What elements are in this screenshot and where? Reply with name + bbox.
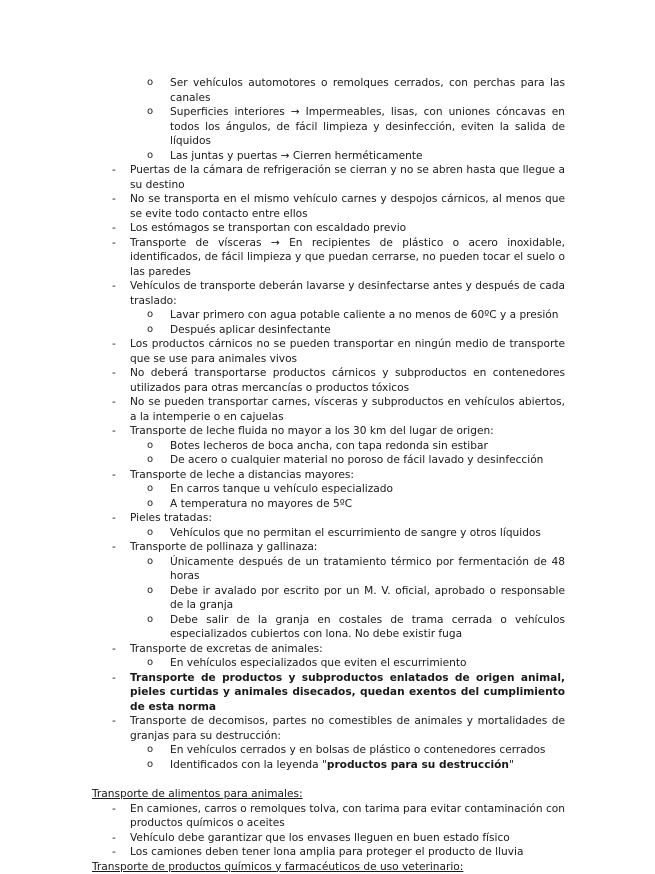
item-text: Ser vehículos automotores o remolques cerrados, con perchas para las canales xyxy=(170,76,565,105)
circle-bullet-icon: o xyxy=(147,105,153,120)
sub-list-item xyxy=(0,656,565,671)
section-heading-chemicals: Transporte de productos químicos y farmacéuticos de uso veterinario: xyxy=(0,860,655,874)
list-item xyxy=(0,831,565,846)
sub-list-item xyxy=(0,584,565,613)
circle-bullet-icon: o xyxy=(147,149,153,164)
list-item xyxy=(0,424,565,439)
item-text: Transporte de productos y subproductos enlatados de origen animal, pieles curtidas y animales disecados, quedan exentos del cumplimiento de esta norma xyxy=(130,671,565,715)
dash-bullet-icon: - xyxy=(112,221,116,236)
item-text: En camiones, carros o remolques tolva, con tarima para evitar contaminación con productos químicos o aceites xyxy=(130,802,565,831)
item-text: Puertas de la cámara de refrigeración se cierran y no se abren hasta que llegue a su destino xyxy=(130,163,565,192)
animal-feed-list xyxy=(0,802,655,860)
circle-bullet-icon: o xyxy=(147,76,153,91)
circle-bullet-icon: o xyxy=(147,482,153,497)
circle-bullet-icon: o xyxy=(147,439,153,454)
item-text: No se transporta en el mismo vehículo carnes y despojos cárnicos, al menos que se evite todo contacto entre ellos xyxy=(130,192,565,221)
item-text: Vehículos de transporte deberán lavarse y desinfectarse antes y después de cada traslado: xyxy=(130,279,565,308)
sub-list-item xyxy=(0,743,565,758)
item-text: Transporte de leche a distancias mayores: xyxy=(130,468,565,483)
list-item xyxy=(0,802,565,831)
list-item xyxy=(0,511,565,526)
item-text: Los camiones deben tener lona amplia para proteger el producto de lluvia xyxy=(130,845,565,860)
dash-bullet-icon: - xyxy=(112,468,116,483)
item-text: Pieles tratadas: xyxy=(130,511,565,526)
item-text: Transporte de leche fluida no mayor a los 30 km del lugar de origen: xyxy=(130,424,565,439)
list-item xyxy=(0,221,565,236)
item-text: Lavar primero con agua potable caliente a no menos de 60ºC y a presión xyxy=(170,308,565,323)
dash-bullet-icon: - xyxy=(112,540,116,555)
list-item xyxy=(0,671,565,715)
sub-list-item xyxy=(0,613,565,642)
circle-bullet-icon: o xyxy=(147,613,153,628)
item-text: Debe salir de la granja en costales de trama cerrada o vehículos especializados cubiertos con lona. No debe existir fuga xyxy=(170,613,565,642)
sub-list-item xyxy=(0,439,565,454)
list-item xyxy=(0,337,565,366)
circle-bullet-icon: o xyxy=(147,497,153,512)
sub-list-item xyxy=(0,323,565,338)
circle-bullet-icon: o xyxy=(147,758,153,773)
circle-bullet-icon: o xyxy=(147,323,153,338)
dash-bullet-icon: - xyxy=(112,395,116,410)
item-text: Botes lecheros de boca ancha, con tapa redonda sin estibar xyxy=(170,439,565,454)
circle-bullet-icon: o xyxy=(147,453,153,468)
item-text: Identificados con la leyenda "productos para su destrucción" xyxy=(170,758,565,773)
item-text: Únicamente después de un tratamiento térmico por fermentación de 48 horas xyxy=(170,555,565,584)
circle-bullet-icon: o xyxy=(147,584,153,599)
item-text: Los productos cárnicos no se pueden transportar en ningún medio de transporte que se use para animales vivos xyxy=(130,337,565,366)
item-text: No deberá transportarse productos cárnicos y subproductos en contenedores utilizados para otras mercancías o productos tóxicos xyxy=(130,366,565,395)
dash-bullet-icon: - xyxy=(112,279,116,294)
list-item xyxy=(0,714,565,743)
sub-list-item xyxy=(0,555,565,584)
item-text: Vehículo debe garantizar que los envases lleguen en buen estado físico xyxy=(130,831,565,846)
item-text: Transporte de pollinaza y gallinaza: xyxy=(130,540,565,555)
item-text: Los estómagos se transportan con escaldado previo xyxy=(130,221,565,236)
sub-list-item xyxy=(0,105,565,149)
sub-list-item xyxy=(0,526,565,541)
dash-bullet-icon: - xyxy=(112,802,116,817)
sub-list-item xyxy=(0,482,565,497)
list-item xyxy=(0,236,565,280)
sub-list-item xyxy=(0,149,565,164)
dash-bullet-icon: - xyxy=(112,671,116,686)
item-text: No se pueden transportar carnes, vísceras y subproductos en vehículos abiertos, a la intemperie o en cajuelas xyxy=(130,395,565,424)
item-text: Transporte de excretas de animales: xyxy=(130,642,565,657)
dash-bullet-icon: - xyxy=(112,192,116,207)
list-item xyxy=(0,540,565,555)
item-text: En vehículos especializados que eviten el escurrimiento xyxy=(170,656,565,671)
dash-bullet-icon: - xyxy=(112,163,116,178)
dash-bullet-icon: - xyxy=(112,366,116,381)
section-heading-animal-feed: Transporte de alimentos para animales: xyxy=(0,787,655,802)
list-item xyxy=(0,845,565,860)
dash-bullet-icon: - xyxy=(112,337,116,352)
item-text: Transporte de vísceras → En recipientes de plástico o acero inoxidable, identificados, de fácil limpieza y que puedan cerrarse, no pueden tocar el suelo o las paredes xyxy=(130,236,565,280)
list-item xyxy=(0,395,565,424)
dash-bullet-icon: - xyxy=(112,642,116,657)
item-text: Transporte de decomisos, partes no comestibles de animales y mortalidades de granjas para su destrucción: xyxy=(130,714,565,743)
list-item xyxy=(0,366,565,395)
circle-bullet-icon: o xyxy=(147,555,153,570)
item-text: En vehículos cerrados y en bolsas de plástico o contenedores cerrados xyxy=(170,743,565,758)
sub-list-item xyxy=(0,758,565,773)
dash-bullet-icon: - xyxy=(112,845,116,860)
list-item xyxy=(0,279,565,308)
item-text: En carros tanque u vehículo especializado xyxy=(170,482,565,497)
sub-list-item xyxy=(0,453,565,468)
list-item xyxy=(0,163,565,192)
spacer xyxy=(0,772,655,787)
dash-bullet-icon: - xyxy=(112,714,116,729)
list-item xyxy=(0,192,565,221)
sub-list-item xyxy=(0,76,565,105)
circle-bullet-icon: o xyxy=(147,743,153,758)
list-item xyxy=(0,468,565,483)
item-text: Después aplicar desinfectante xyxy=(170,323,565,338)
item-text: Vehículos que no permitan el escurrimiento de sangre y otros líquidos xyxy=(170,526,565,541)
dash-bullet-icon: - xyxy=(112,831,116,846)
dash-bullet-icon: - xyxy=(112,511,116,526)
bullet-list xyxy=(0,76,655,772)
document-page xyxy=(0,76,655,874)
sub-list-item xyxy=(0,308,565,323)
circle-bullet-icon: o xyxy=(147,308,153,323)
item-text: Debe ir avalado por escrito por un M. V. oficial, aprobado o responsable de la granja xyxy=(170,584,565,613)
circle-bullet-icon: o xyxy=(147,656,153,671)
item-text: Las juntas y puertas → Cierren herméticamente xyxy=(170,149,565,164)
item-text: Superficies interiores → Impermeables, lisas, con uniones cóncavas en todos los ángulos, de fácil limpieza y desinfección, eviten la salida de líquidos xyxy=(170,105,565,149)
circle-bullet-icon: o xyxy=(147,526,153,541)
dash-bullet-icon: - xyxy=(112,424,116,439)
item-text: De acero o cualquier material no poroso de fácil lavado y desinfección xyxy=(170,453,565,468)
item-text: A temperatura no mayores de 5ºC xyxy=(170,497,565,512)
dash-bullet-icon: - xyxy=(112,236,116,251)
list-item xyxy=(0,642,565,657)
sub-list-item xyxy=(0,497,565,512)
